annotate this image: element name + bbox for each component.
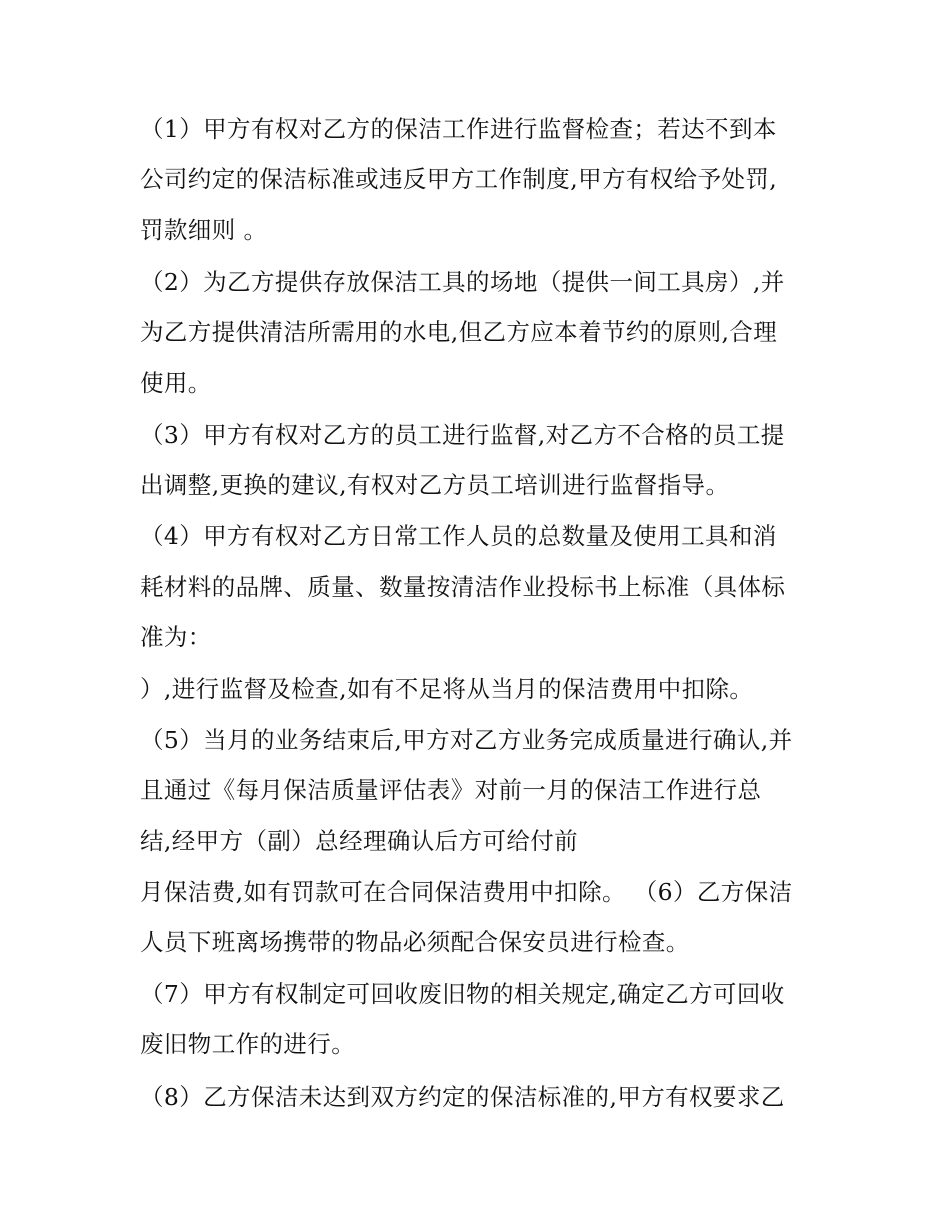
text-line: 准为： [140, 623, 212, 651]
text-line: （7）甲方有权制定可回收废旧物的相关规定,确定乙方可回收 [140, 980, 785, 1008]
text-line: （8）乙方保洁未达到双方约定的保洁标准的,甲方有权要求乙 [140, 1083, 785, 1111]
text-line: 使用。 [140, 369, 212, 397]
text-line: 人员下班离场携带的物品必须配合保安员进行检查。 [140, 928, 690, 956]
text-line: 出调整,更换的建议,有权对乙方员工培训进行监督指导。 [140, 471, 730, 499]
text-line: ）,进行监督及检查,如有不足将从当月的保洁费用中扣除。 [140, 675, 754, 703]
text-line: 公司约定的保洁标准或违反甲方工作制度,甲方有权给予处罚, [140, 165, 778, 193]
text-line: 为乙方提供清洁所需用的水电,但乙方应本着节约的原则,合理 [140, 318, 778, 346]
text-line: 耗材料的品牌、质量、数量按清洁作业投标书上标准（具体标 [140, 573, 786, 601]
text-line: 月保洁费,如有罚款可在合同保洁费用中扣除。 （6）乙方保洁 [140, 878, 793, 906]
text-line: 结,经甲方（副）总经理确认后方可给付前 [140, 827, 579, 855]
text-line: 且通过《每月保洁质量评估表》对前一月的保洁工作进行总 [140, 776, 762, 804]
text-line: 罚款细则 。 [140, 216, 268, 244]
text-line: 废旧物工作的进行。 [140, 1030, 356, 1058]
text-line: （3）甲方有权对乙方的员工进行监督,对乙方不合格的员工提 [140, 421, 785, 449]
text-line: （1）甲方有权对乙方的保洁工作进行监督检查；若达不到本 [140, 115, 777, 143]
text-line: （4）甲方有权对乙方日常工作人员的总数量及使用工具和消 [140, 522, 777, 550]
text-line: （2）为乙方提供存放保洁工具的场地（提供一间工具房）,并 [140, 268, 785, 296]
text-line: （5）当月的业务结束后,甲方对乙方业务完成质量进行确认,并 [140, 726, 793, 754]
